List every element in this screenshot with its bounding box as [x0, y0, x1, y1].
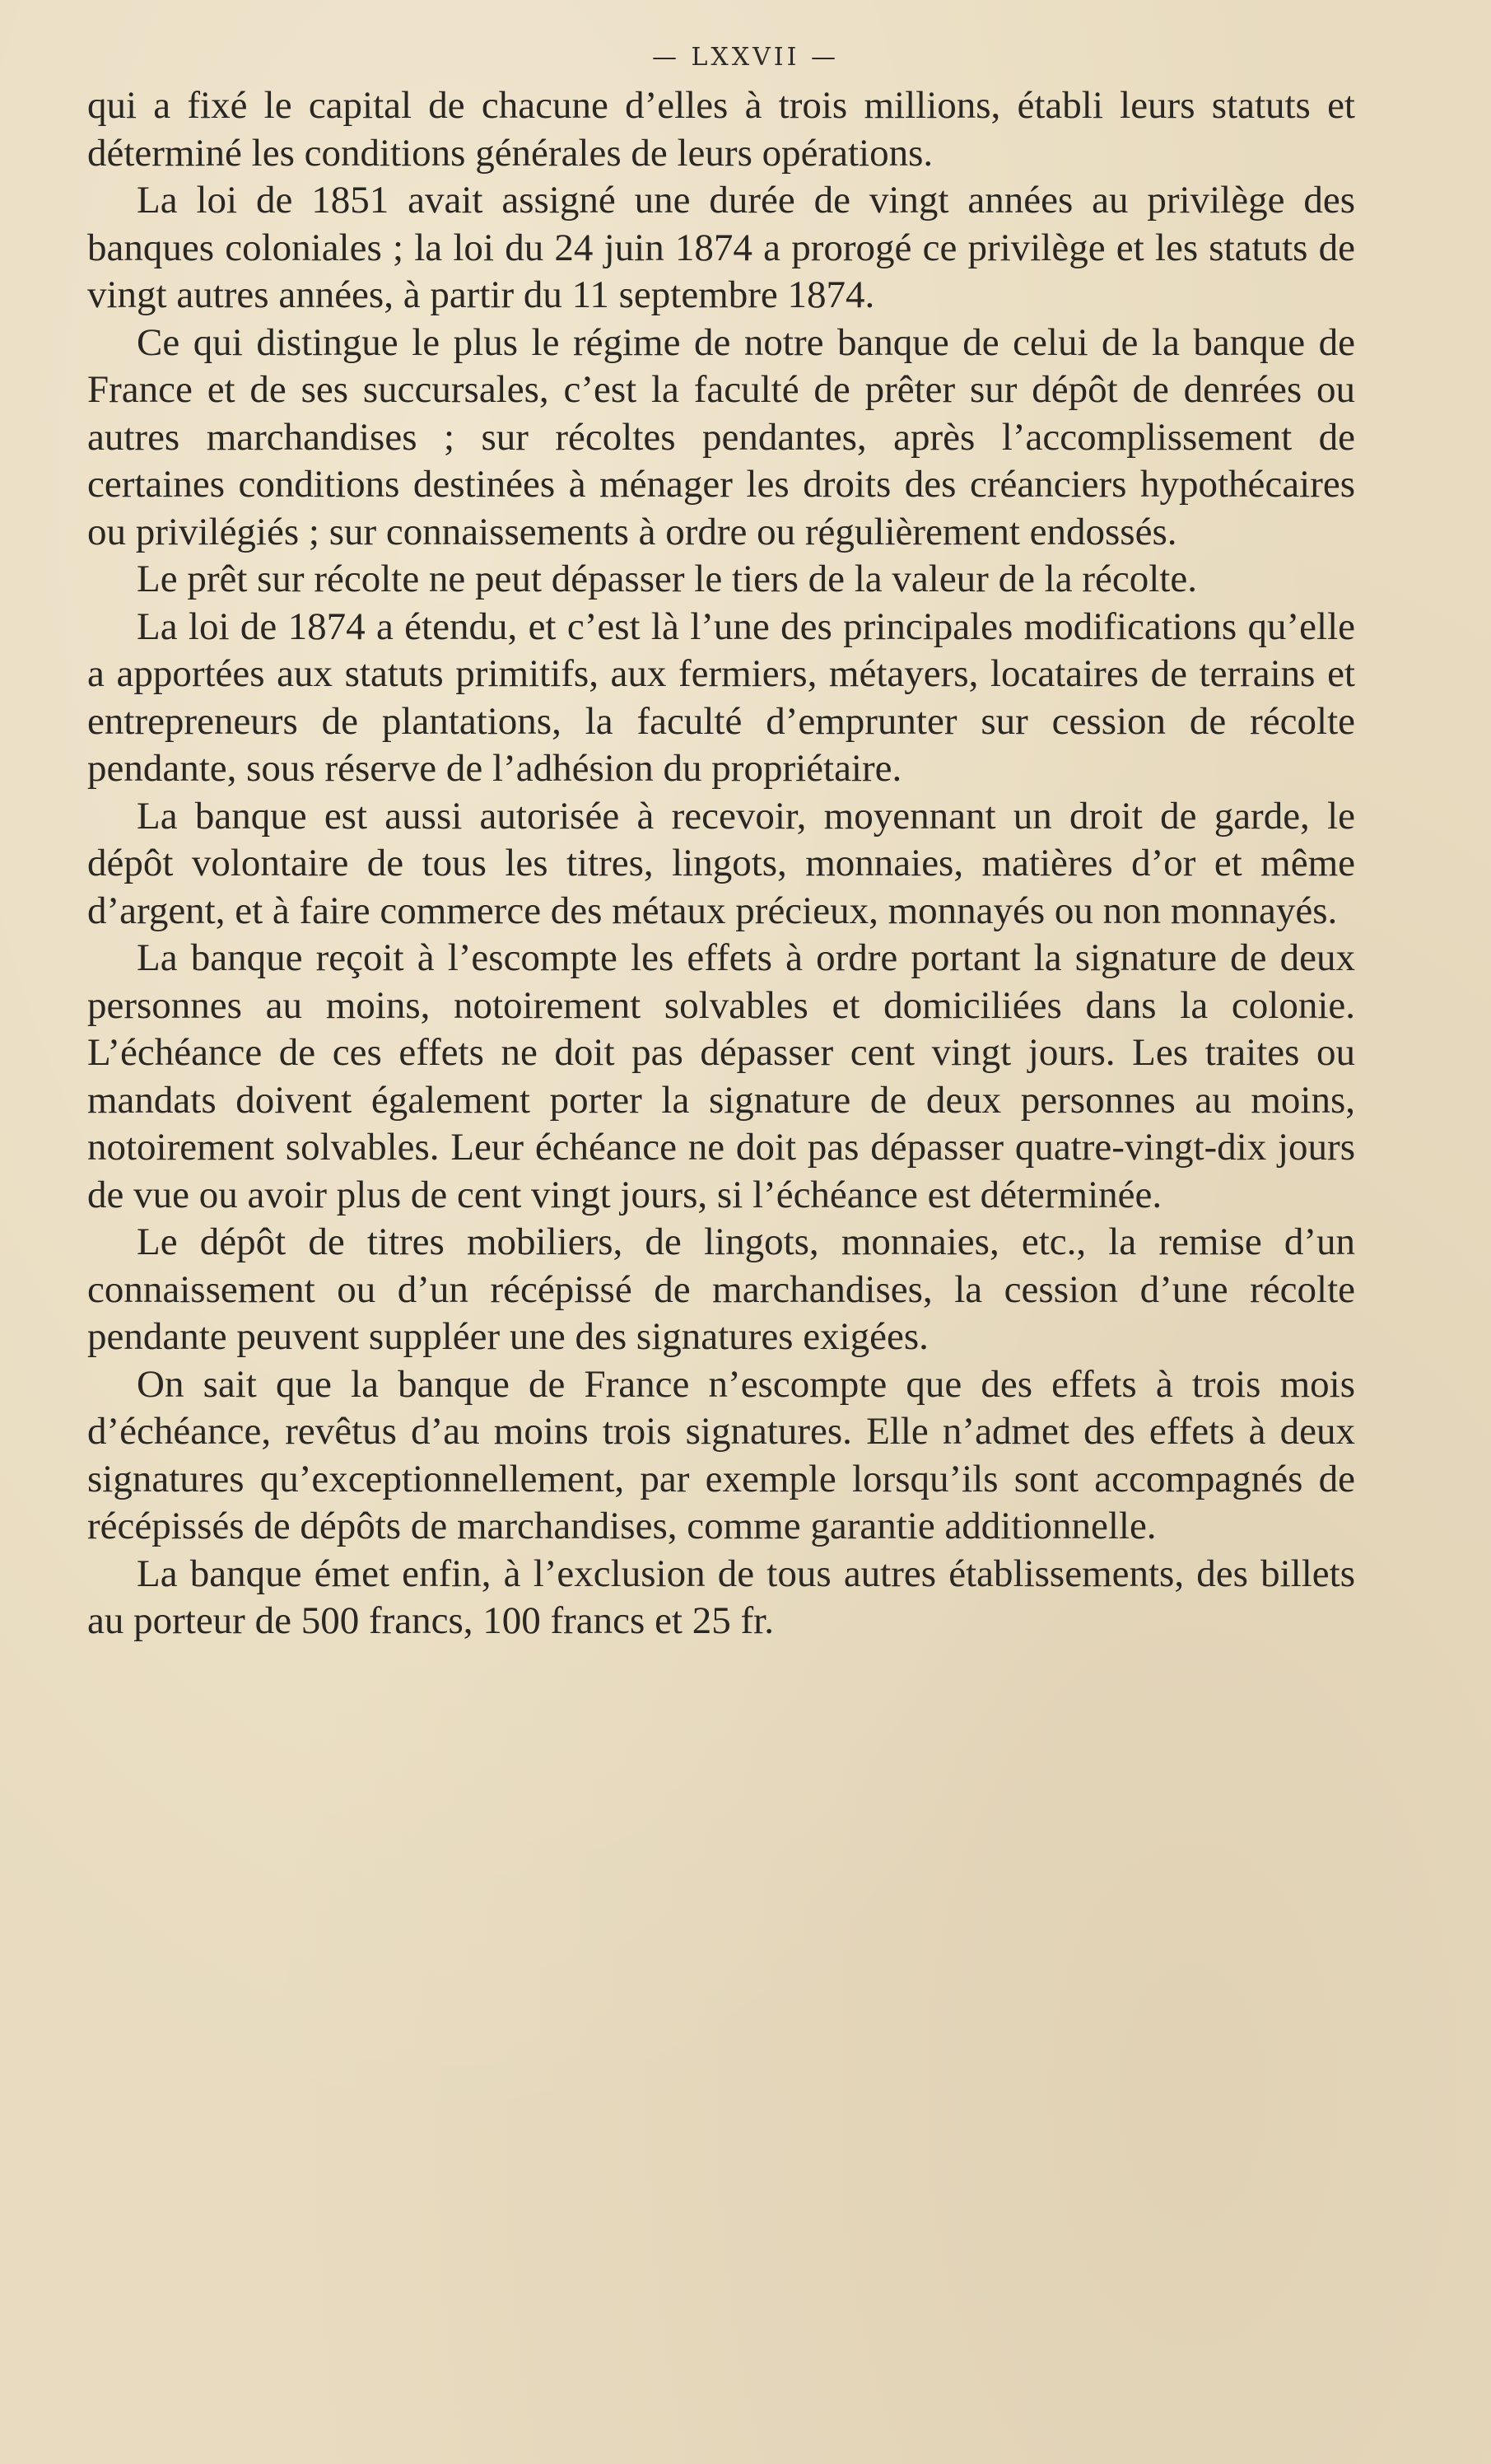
- paragraph-regime-banque: Ce qui distingue le plus le régime de notre banque de celui de la banque de France et de ses succursales, c’est la faculté de prêter sur dépôt de denrées ou autres marchandises ; sur récoltes pendantes, après l’accomplissement de certaines conditions destinées à ménager les droits des créanciers hypothécaires ou privilégiés ; sur connaissements à ordre ou régulièrement endossés.: [87, 320, 1355, 553]
- paragraph-emission-billets: La banque émet enfin, à l’exclusion de tous autres établissements, des billets au porteur de 500 francs, 100 francs et 25 fr.: [87, 1552, 1355, 1642]
- paragraph-loi-1851: La loi de 1851 avait assigné une durée de vingt années au privilège des banques coloniales ; la loi du 24 juin 1874 a prorogé ce privilège et les statuts de vingt autres années, à partir du 11 septembre 1874.: [87, 179, 1355, 316]
- body-text: [87, 82, 1355, 1645]
- paragraph-escompte: La banque reçoit à l’escompte les effets à ordre portant la signature de deux personnes au moins, notoirement solvables et domiciliées dans la colonie. L’échéance de ces effets ne doit pas dépasser cent vingt jours. Les traites ou mandats doivent également porter la signature de deux personnes au moins, notoirement solvables. Leur échéance ne doit pas dépasser quatre-vingt-dix jours de vue ou avoir plus de cent vingt jours, si l’échéance est déterminée.: [87, 936, 1355, 1216]
- running-head: — LXXVII —: [651, 43, 840, 72]
- paragraph-depot-titres: Le dépôt de titres mobiliers, de lingots, monnaies, etc., la remise d’un connaissement ou d’un récépissé de marchandises, la cession d’une récolte pendante peuvent suppléer une des signatures exigées.: [87, 1220, 1355, 1358]
- paragraph-pret-recolte: Le prêt sur récolte ne peut dépasser le tiers de la valeur de la récolte.: [137, 558, 1197, 600]
- paragraph-continuation: qui a fixé le capital de chacune d’elles à trois millions, établi leurs statuts et déterminé les conditions générales de leurs opérations.: [87, 84, 1355, 175]
- paragraph-depot-volontaire: La banque est aussi autorisée à recevoir, moyennant un droit de garde, le dépôt volontaire de tous les titres, lingots, monnaies, matières d’or et même d’argent, et à faire commerce des métaux précieux, monnayés ou non monnayés.: [87, 794, 1355, 932]
- paragraph-loi-1874: La loi de 1874 a étendu, et c’est là l’une des principales modifications qu’elle a apportées aux statuts primitifs, aux fermiers, métayers, locataires de terrains et entrepreneurs de plantations, la faculté d’emprunter sur cession de récolte pendante, sous réserve de l’adhésion du propriétaire.: [87, 604, 1355, 790]
- paragraph-banque-de-france: On sait que la banque de France n’escompte que des effets à trois mois d’échéance, revêtus d’au moins trois signatures. Elle n’admet des effets à deux signatures qu’exceptionnellement, par exemple lorsqu’ils sont accompagnés de récépissés de dépôts de marchandises, comme garantie additionnelle.: [87, 1362, 1355, 1547]
